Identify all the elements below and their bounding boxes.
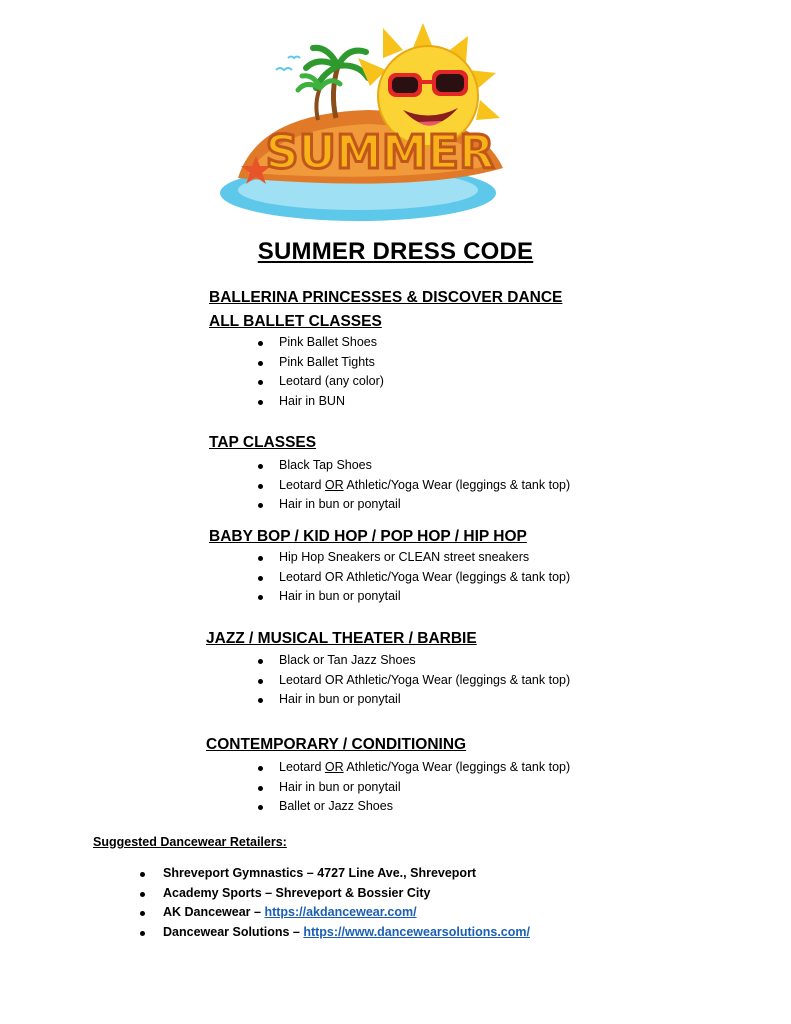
retailer-item: Dancewear Solutions – https://www.dancewearsolutions.com/ xyxy=(138,923,530,943)
contemporary-items-list xyxy=(255,758,570,817)
list-item: Hip Hop Sneakers or CLEAN street sneakers xyxy=(255,548,570,568)
tap-items-list xyxy=(255,456,570,515)
dancewear-solutions-link[interactable]: https://www.dancewearsolutions.com/ xyxy=(303,924,530,939)
list-item: Hair in BUN xyxy=(255,392,384,412)
list-item: Hair in bun or ponytail xyxy=(255,495,570,515)
list-item: Pink Ballet Shoes xyxy=(255,333,384,353)
section-heading-jazz: JAZZ / MUSICAL THEATER / BARBIE xyxy=(206,630,477,647)
retailers-title: Suggested Dancewear Retailers: xyxy=(93,835,287,849)
list-item: Ballet or Jazz Shoes xyxy=(255,797,570,817)
page-title: SUMMER DRESS CODE xyxy=(257,238,534,265)
list-item: Hair in bun or ponytail xyxy=(255,587,570,607)
retailer-item: AK Dancewear – https://akdancewear.com/ xyxy=(138,903,530,923)
summer-logo xyxy=(218,18,518,233)
retailers-list xyxy=(138,864,530,942)
logo-text: SUMMER xyxy=(265,125,495,179)
retailer-item: Academy Sports – Shreveport & Bossier City xyxy=(138,884,530,904)
list-item: Hair in bun or ponytail xyxy=(255,690,570,710)
list-item: Leotard (any color) xyxy=(255,372,384,392)
ak-dancewear-link[interactable]: https://akdancewear.com/ xyxy=(264,905,417,919)
list-item: Black Tap Shoes xyxy=(255,456,570,476)
list-item: Leotard OR Athletic/Yoga Wear (leggings & tank top) xyxy=(255,476,570,496)
retailer-item: Shreveport Gymnastics – 4727 Line Ave., Shreveport xyxy=(138,864,530,884)
list-item: Leotard OR Athletic/Yoga Wear (leggings & tank top) xyxy=(255,568,570,588)
section-heading-tap: TAP CLASSES xyxy=(209,434,317,451)
jazz-items-list xyxy=(255,651,570,710)
section-heading-ballet: ALL BALLET CLASSES xyxy=(209,313,382,330)
list-item: Pink Ballet Tights xyxy=(255,353,384,373)
ballet-items-list xyxy=(255,333,384,412)
list-item: Black or Tan Jazz Shoes xyxy=(255,651,570,671)
list-item: Leotard OR Athletic/Yoga Wear (leggings & tank top) xyxy=(255,671,570,691)
list-item: Hair in bun or ponytail xyxy=(255,778,570,798)
list-item: Leotard OR Athletic/Yoga Wear (leggings & tank top) xyxy=(255,758,570,778)
section-heading-ballerina: BALLERINA PRINCESSES & DISCOVER DANCE xyxy=(209,289,563,306)
section-heading-contemporary: CONTEMPORARY / CONDITIONING xyxy=(206,736,467,753)
hiphop-items-list xyxy=(255,548,570,607)
section-heading-hiphop: BABY BOP / KID HOP / POP HOP / HIP HOP xyxy=(209,528,527,545)
